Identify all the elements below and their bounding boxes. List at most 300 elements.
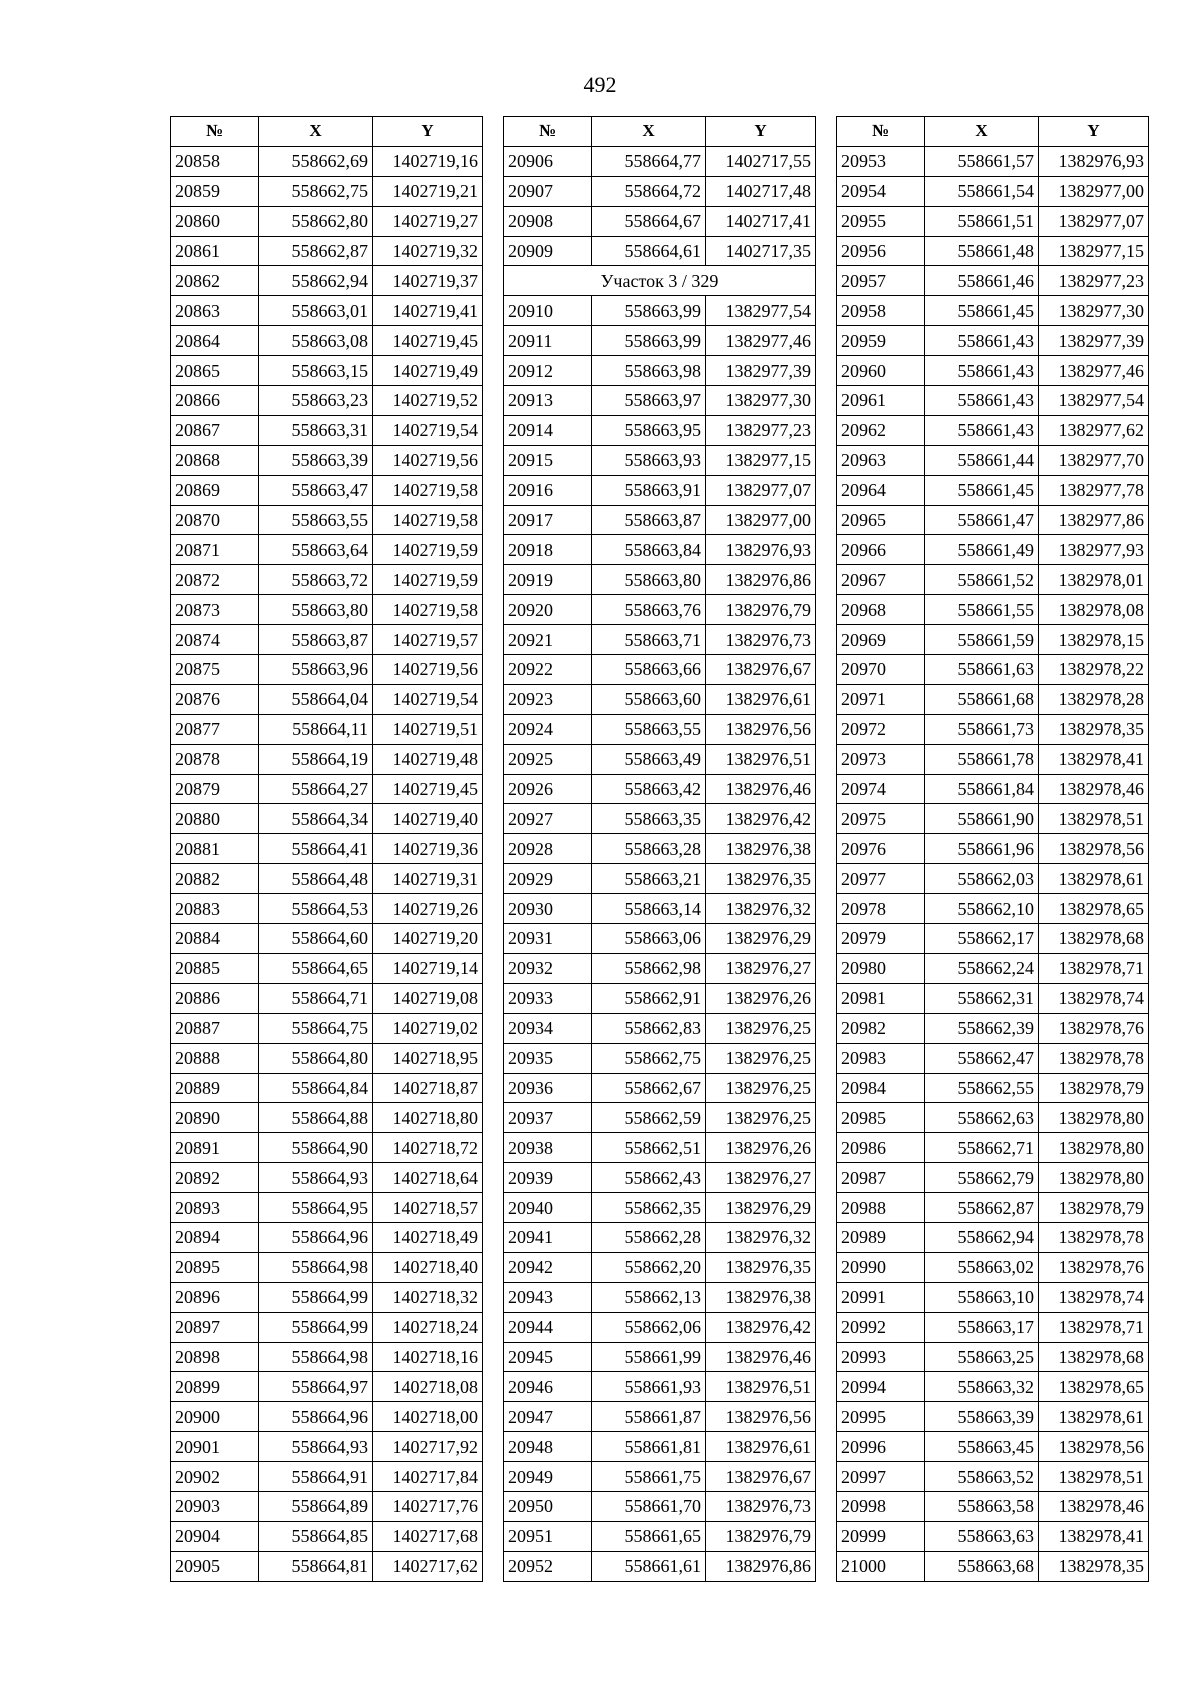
x-coordinate: 558661,43 (925, 326, 1039, 356)
y-coordinate: 1382976,46 (706, 1342, 816, 1372)
y-coordinate: 1382978,80 (1039, 1163, 1149, 1193)
table-row (504, 834, 816, 864)
y-coordinate: 1382978,71 (1039, 1312, 1149, 1342)
y-coordinate: 1382978,56 (1039, 1432, 1149, 1462)
header-number: № (837, 117, 925, 147)
point-number: 20862 (171, 266, 259, 296)
point-number: 20934 (504, 1013, 592, 1043)
point-number: 21000 (837, 1551, 925, 1581)
table-row (171, 1402, 483, 1432)
table-row (837, 386, 1149, 416)
point-number: 20902 (171, 1462, 259, 1492)
y-coordinate: 1382977,30 (1039, 296, 1149, 326)
table-row (171, 744, 483, 774)
y-coordinate: 1382978,35 (1039, 714, 1149, 744)
x-coordinate: 558663,76 (592, 595, 706, 625)
table-row (171, 565, 483, 595)
point-number: 20864 (171, 326, 259, 356)
y-coordinate: 1382976,86 (706, 565, 816, 595)
point-number: 20892 (171, 1163, 259, 1193)
y-coordinate: 1382978,28 (1039, 684, 1149, 714)
point-number: 20992 (837, 1312, 925, 1342)
x-coordinate: 558663,42 (592, 774, 706, 804)
y-coordinate: 1402717,48 (706, 176, 816, 206)
point-number: 20951 (504, 1521, 592, 1551)
table-row (837, 714, 1149, 744)
x-coordinate: 558661,63 (925, 655, 1039, 685)
table-header-row (504, 117, 816, 147)
y-coordinate: 1402719,51 (373, 714, 483, 744)
table-row (504, 1133, 816, 1163)
y-coordinate: 1382977,78 (1039, 475, 1149, 505)
table-row (171, 1133, 483, 1163)
x-coordinate: 558661,70 (592, 1491, 706, 1521)
table-row (504, 1521, 816, 1551)
y-coordinate: 1402718,16 (373, 1342, 483, 1372)
y-coordinate: 1382976,56 (706, 1402, 816, 1432)
point-number: 20882 (171, 864, 259, 894)
x-coordinate: 558664,89 (259, 1491, 373, 1521)
point-number: 20946 (504, 1372, 592, 1402)
x-coordinate: 558662,55 (925, 1073, 1039, 1103)
point-number: 20996 (837, 1432, 925, 1462)
point-number: 20936 (504, 1073, 592, 1103)
y-coordinate: 1382978,80 (1039, 1103, 1149, 1133)
y-coordinate: 1402717,84 (373, 1462, 483, 1492)
x-coordinate: 558664,19 (259, 744, 373, 774)
point-number: 20920 (504, 595, 592, 625)
x-coordinate: 558661,81 (592, 1432, 706, 1462)
x-coordinate: 558662,13 (592, 1282, 706, 1312)
y-coordinate: 1402719,58 (373, 505, 483, 535)
table-row (171, 1013, 483, 1043)
x-coordinate: 558662,20 (592, 1252, 706, 1282)
point-number: 20924 (504, 714, 592, 744)
y-coordinate: 1382978,68 (1039, 1342, 1149, 1372)
table-row (171, 1432, 483, 1462)
x-coordinate: 558662,43 (592, 1163, 706, 1193)
table-row (171, 1103, 483, 1133)
table-row (837, 684, 1149, 714)
table-row (504, 1222, 816, 1252)
y-coordinate: 1382976,25 (706, 1013, 816, 1043)
point-number: 20998 (837, 1491, 925, 1521)
table-row (504, 894, 816, 924)
x-coordinate: 558661,48 (925, 236, 1039, 266)
x-coordinate: 558663,58 (925, 1491, 1039, 1521)
table-row (171, 146, 483, 176)
x-coordinate: 558661,61 (592, 1551, 706, 1581)
table-row (504, 1402, 816, 1432)
y-coordinate: 1402719,59 (373, 565, 483, 595)
x-coordinate: 558663,25 (925, 1342, 1039, 1372)
point-number: 20983 (837, 1043, 925, 1073)
table-row (171, 864, 483, 894)
y-coordinate: 1382977,07 (706, 475, 816, 505)
y-coordinate: 1382976,35 (706, 1252, 816, 1282)
y-coordinate: 1402719,56 (373, 655, 483, 685)
y-coordinate: 1382976,79 (706, 595, 816, 625)
point-number: 20909 (504, 236, 592, 266)
point-number: 20986 (837, 1133, 925, 1163)
table-header-row (171, 117, 483, 147)
y-coordinate: 1402719,54 (373, 684, 483, 714)
coordinates-table-2 (503, 116, 816, 1582)
table-row (837, 1372, 1149, 1402)
x-coordinate: 558663,39 (925, 1402, 1039, 1432)
x-coordinate: 558663,55 (592, 714, 706, 744)
table-row (504, 684, 816, 714)
table-row (504, 565, 816, 595)
point-number: 20878 (171, 744, 259, 774)
table-row (171, 595, 483, 625)
y-coordinate: 1382976,38 (706, 1282, 816, 1312)
y-coordinate: 1402717,76 (373, 1491, 483, 1521)
x-coordinate: 558664,84 (259, 1073, 373, 1103)
x-coordinate: 558663,96 (259, 655, 373, 685)
point-number: 20953 (837, 146, 925, 176)
point-number: 20981 (837, 983, 925, 1013)
table-row (837, 1432, 1149, 1462)
point-number: 20947 (504, 1402, 592, 1432)
table-row (504, 475, 816, 505)
y-coordinate: 1402718,87 (373, 1073, 483, 1103)
point-number: 20930 (504, 894, 592, 924)
y-coordinate: 1382978,76 (1039, 1252, 1149, 1282)
point-number: 20948 (504, 1432, 592, 1462)
table-row (171, 1372, 483, 1402)
x-coordinate: 558662,17 (925, 924, 1039, 954)
x-coordinate: 558664,99 (259, 1312, 373, 1342)
y-coordinate: 1382976,93 (1039, 146, 1149, 176)
x-coordinate: 558663,95 (592, 415, 706, 445)
y-coordinate: 1382976,79 (706, 1521, 816, 1551)
x-coordinate: 558662,75 (592, 1043, 706, 1073)
y-coordinate: 1382976,25 (706, 1073, 816, 1103)
y-coordinate: 1382976,29 (706, 924, 816, 954)
table-row (504, 1551, 816, 1581)
table-row (171, 206, 483, 236)
table-row (171, 1163, 483, 1193)
point-number: 20958 (837, 296, 925, 326)
point-number: 20937 (504, 1103, 592, 1133)
table-row (171, 326, 483, 356)
x-coordinate: 558664,48 (259, 864, 373, 894)
point-number: 20891 (171, 1133, 259, 1163)
x-coordinate: 558662,51 (592, 1133, 706, 1163)
table-row (837, 1342, 1149, 1372)
x-coordinate: 558663,60 (592, 684, 706, 714)
y-coordinate: 1382978,51 (1039, 1462, 1149, 1492)
y-coordinate: 1402718,95 (373, 1043, 483, 1073)
point-number: 20955 (837, 206, 925, 236)
y-coordinate: 1402719,14 (373, 953, 483, 983)
point-number: 20872 (171, 565, 259, 595)
x-coordinate: 558664,11 (259, 714, 373, 744)
x-coordinate: 558661,96 (925, 834, 1039, 864)
x-coordinate: 558662,87 (259, 236, 373, 266)
x-coordinate: 558664,61 (592, 236, 706, 266)
y-coordinate: 1402717,92 (373, 1432, 483, 1462)
y-coordinate: 1402719,56 (373, 445, 483, 475)
point-number: 20938 (504, 1133, 592, 1163)
table-row (837, 864, 1149, 894)
x-coordinate: 558663,15 (259, 356, 373, 386)
point-number: 20903 (171, 1491, 259, 1521)
x-coordinate: 558662,94 (925, 1222, 1039, 1252)
y-coordinate: 1402719,02 (373, 1013, 483, 1043)
table-row (504, 146, 816, 176)
y-coordinate: 1382977,00 (1039, 176, 1149, 206)
table-row (171, 386, 483, 416)
point-number: 20910 (504, 296, 592, 326)
y-coordinate: 1402719,59 (373, 535, 483, 565)
x-coordinate: 558664,80 (259, 1043, 373, 1073)
y-coordinate: 1402719,31 (373, 864, 483, 894)
y-coordinate: 1402717,35 (706, 236, 816, 266)
table-row (504, 535, 816, 565)
table-row (837, 535, 1149, 565)
x-coordinate: 558661,84 (925, 774, 1039, 804)
y-coordinate: 1382978,80 (1039, 1133, 1149, 1163)
table-row (837, 625, 1149, 655)
table-row (504, 953, 816, 983)
table-row (171, 356, 483, 386)
point-number: 20967 (837, 565, 925, 595)
y-coordinate: 1382977,39 (706, 356, 816, 386)
x-coordinate: 558664,81 (259, 1551, 373, 1581)
y-coordinate: 1402717,68 (373, 1521, 483, 1551)
y-coordinate: 1382977,15 (706, 445, 816, 475)
x-coordinate: 558662,59 (592, 1103, 706, 1133)
table-row (504, 326, 816, 356)
y-coordinate: 1402719,20 (373, 924, 483, 954)
table-row (171, 445, 483, 475)
x-coordinate: 558661,46 (925, 266, 1039, 296)
y-coordinate: 1402718,49 (373, 1222, 483, 1252)
x-coordinate: 558663,72 (259, 565, 373, 595)
header-number: № (171, 117, 259, 147)
point-number: 20893 (171, 1193, 259, 1223)
x-coordinate: 558662,98 (592, 953, 706, 983)
x-coordinate: 558663,39 (259, 445, 373, 475)
table-row (837, 326, 1149, 356)
y-coordinate: 1382978,78 (1039, 1043, 1149, 1073)
y-coordinate: 1382977,86 (1039, 505, 1149, 535)
y-coordinate: 1402718,08 (373, 1372, 483, 1402)
point-number: 20897 (171, 1312, 259, 1342)
y-coordinate: 1382978,41 (1039, 1521, 1149, 1551)
x-coordinate: 558663,49 (592, 744, 706, 774)
x-coordinate: 558662,94 (259, 266, 373, 296)
table-row (504, 1013, 816, 1043)
point-number: 20966 (837, 535, 925, 565)
y-coordinate: 1382978,08 (1039, 595, 1149, 625)
table-row (504, 625, 816, 655)
x-coordinate: 558664,99 (259, 1282, 373, 1312)
point-number: 20956 (837, 236, 925, 266)
x-coordinate: 558664,65 (259, 953, 373, 983)
table-row (504, 1312, 816, 1342)
table-row (837, 1282, 1149, 1312)
point-number: 20982 (837, 1013, 925, 1043)
point-number: 20886 (171, 983, 259, 1013)
y-coordinate: 1402719,08 (373, 983, 483, 1013)
y-coordinate: 1402719,48 (373, 744, 483, 774)
table-row (171, 924, 483, 954)
table-row (504, 744, 816, 774)
table-row (837, 415, 1149, 445)
x-coordinate: 558664,97 (259, 1372, 373, 1402)
y-coordinate: 1402718,40 (373, 1252, 483, 1282)
y-coordinate: 1382978,01 (1039, 565, 1149, 595)
table-row (504, 1372, 816, 1402)
table-row (171, 296, 483, 326)
table-row (837, 1013, 1149, 1043)
y-coordinate: 1402718,72 (373, 1133, 483, 1163)
y-coordinate: 1382976,46 (706, 774, 816, 804)
header-number: № (504, 117, 592, 147)
x-coordinate: 558663,99 (592, 326, 706, 356)
header-y: Y (1039, 117, 1149, 147)
point-number: 20877 (171, 714, 259, 744)
point-number: 20921 (504, 625, 592, 655)
x-coordinate: 558663,64 (259, 535, 373, 565)
point-number: 20964 (837, 475, 925, 505)
table-row (504, 864, 816, 894)
point-number: 20960 (837, 356, 925, 386)
x-coordinate: 558662,47 (925, 1043, 1039, 1073)
table-row (171, 655, 483, 685)
table-row (837, 505, 1149, 535)
point-number: 20931 (504, 924, 592, 954)
point-number: 20974 (837, 774, 925, 804)
x-coordinate: 558664,93 (259, 1163, 373, 1193)
header-x: X (925, 117, 1039, 147)
table-row (837, 266, 1149, 296)
table-row (504, 774, 816, 804)
y-coordinate: 1382978,56 (1039, 834, 1149, 864)
table-header-row (837, 117, 1149, 147)
table-row (171, 505, 483, 535)
point-number: 20870 (171, 505, 259, 535)
x-coordinate: 558661,73 (925, 714, 1039, 744)
point-number: 20875 (171, 655, 259, 685)
x-coordinate: 558663,35 (592, 804, 706, 834)
y-coordinate: 1382976,61 (706, 684, 816, 714)
x-coordinate: 558664,41 (259, 834, 373, 864)
y-coordinate: 1382978,15 (1039, 625, 1149, 655)
table-row (171, 415, 483, 445)
y-coordinate: 1402718,24 (373, 1312, 483, 1342)
y-coordinate: 1402719,41 (373, 296, 483, 326)
x-coordinate: 558663,87 (259, 625, 373, 655)
y-coordinate: 1402719,40 (373, 804, 483, 834)
y-coordinate: 1382978,46 (1039, 1491, 1149, 1521)
point-number: 20928 (504, 834, 592, 864)
point-number: 20894 (171, 1222, 259, 1252)
table-row (837, 924, 1149, 954)
table-row (504, 804, 816, 834)
x-coordinate: 558664,98 (259, 1252, 373, 1282)
point-number: 20942 (504, 1252, 592, 1282)
y-coordinate: 1382978,78 (1039, 1222, 1149, 1252)
x-coordinate: 558661,51 (925, 206, 1039, 236)
y-coordinate: 1382978,71 (1039, 953, 1149, 983)
point-number: 20919 (504, 565, 592, 595)
x-coordinate: 558664,95 (259, 1193, 373, 1223)
y-coordinate: 1382977,00 (706, 505, 816, 535)
x-coordinate: 558662,39 (925, 1013, 1039, 1043)
y-coordinate: 1382978,79 (1039, 1193, 1149, 1223)
y-coordinate: 1402719,36 (373, 834, 483, 864)
point-number: 20987 (837, 1163, 925, 1193)
x-coordinate: 558662,87 (925, 1193, 1039, 1223)
x-coordinate: 558664,71 (259, 983, 373, 1013)
table-row (171, 535, 483, 565)
x-coordinate: 558661,90 (925, 804, 1039, 834)
y-coordinate: 1382976,35 (706, 864, 816, 894)
x-coordinate: 558664,93 (259, 1432, 373, 1462)
x-coordinate: 558661,78 (925, 744, 1039, 774)
point-number: 20895 (171, 1252, 259, 1282)
point-number: 20869 (171, 475, 259, 505)
point-number: 20969 (837, 625, 925, 655)
x-coordinate: 558663,98 (592, 356, 706, 386)
x-coordinate: 558661,45 (925, 296, 1039, 326)
table-row (837, 804, 1149, 834)
x-coordinate: 558664,75 (259, 1013, 373, 1043)
point-number: 20859 (171, 176, 259, 206)
point-number: 20889 (171, 1073, 259, 1103)
point-number: 20890 (171, 1103, 259, 1133)
y-coordinate: 1382978,61 (1039, 1402, 1149, 1432)
table-row (837, 1103, 1149, 1133)
table-row (171, 1551, 483, 1581)
point-number: 20949 (504, 1462, 592, 1492)
point-number: 20917 (504, 505, 592, 535)
y-coordinate: 1402717,62 (373, 1551, 483, 1581)
point-number: 20884 (171, 924, 259, 954)
y-coordinate: 1382977,23 (706, 415, 816, 445)
point-number: 20873 (171, 595, 259, 625)
table-row (504, 1491, 816, 1521)
table-row (171, 834, 483, 864)
x-coordinate: 558662,67 (592, 1073, 706, 1103)
x-coordinate: 558663,93 (592, 445, 706, 475)
table-row (837, 1551, 1149, 1581)
table-row (171, 1491, 483, 1521)
y-coordinate: 1382976,86 (706, 1551, 816, 1581)
section-title: Участок 3 / 329 (504, 266, 816, 296)
x-coordinate: 558663,10 (925, 1282, 1039, 1312)
y-coordinate: 1382976,73 (706, 625, 816, 655)
point-number: 20927 (504, 804, 592, 834)
y-coordinate: 1382977,30 (706, 386, 816, 416)
header-y: Y (706, 117, 816, 147)
point-number: 20929 (504, 864, 592, 894)
table-row (171, 1342, 483, 1372)
table-row (171, 1222, 483, 1252)
table-row (171, 774, 483, 804)
x-coordinate: 558661,93 (592, 1372, 706, 1402)
point-number: 20876 (171, 684, 259, 714)
table-row (504, 356, 816, 386)
table-row (837, 1462, 1149, 1492)
table-row (837, 774, 1149, 804)
point-number: 20978 (837, 894, 925, 924)
table-row (171, 894, 483, 924)
